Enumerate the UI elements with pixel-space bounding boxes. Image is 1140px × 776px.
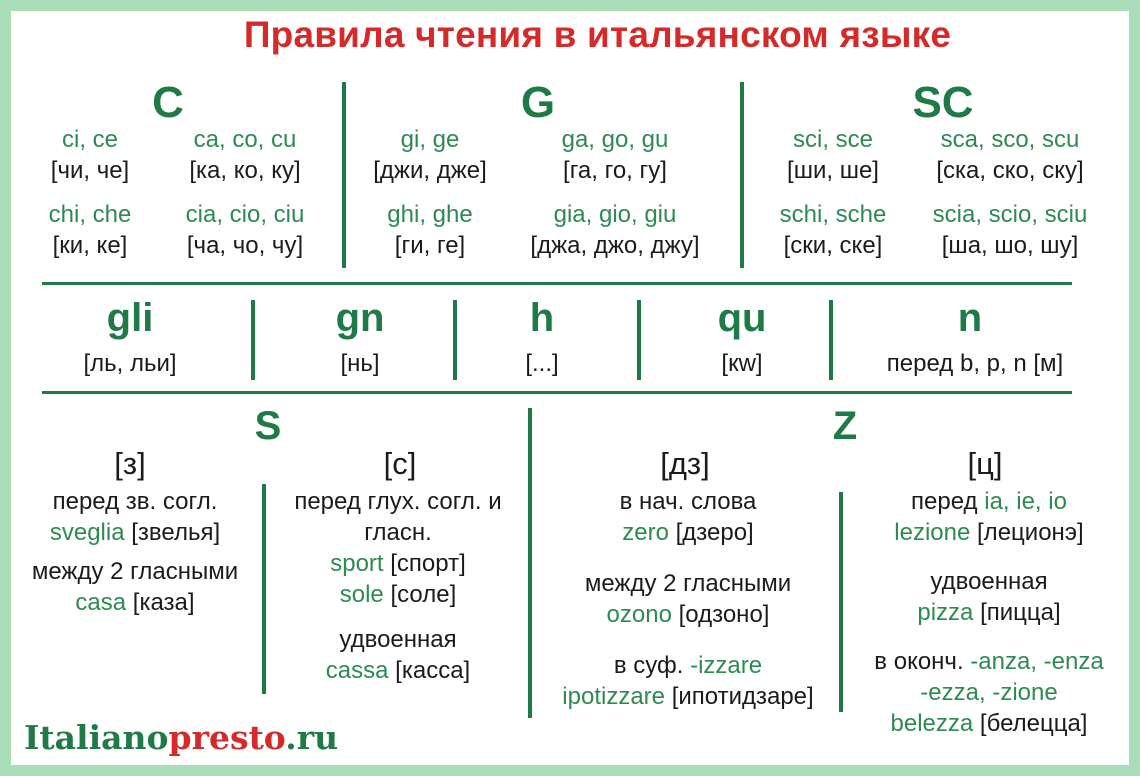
rule-bottom [42, 391, 1072, 394]
example-it: lezione [894, 519, 971, 546]
example-it: ipotizzare [562, 683, 666, 710]
sc-pair2-ru: [ска, ско, ску] [936, 157, 1084, 184]
divider-s-z [528, 408, 532, 718]
h-sound: [...] [525, 350, 559, 377]
example-it: sole [339, 581, 384, 608]
logo-part2: presto [168, 718, 286, 757]
divider-z-cols [839, 492, 843, 712]
s-voiceless-sound: [с] [383, 446, 417, 481]
sc-pair4-ru: [ша, шо, шу] [941, 232, 1079, 259]
rule-text: между 2 гласными [31, 558, 239, 585]
gn-sound: [нь] [340, 350, 380, 377]
z-header: Z [832, 404, 858, 448]
c-pair1-ru: [чи, че] [50, 157, 130, 184]
letters: ia, ie, io [984, 488, 1067, 515]
example-ru: [касса] [395, 657, 471, 684]
rule-example [850, 517, 1128, 548]
example-ru: [ипотидзаре] [671, 683, 814, 710]
c-pair1-it: ci, ce [61, 126, 118, 153]
rule-text: перед зв. согл. [52, 488, 218, 515]
example-ru: [дзеро] [675, 519, 754, 546]
s-voiceless-rules [272, 486, 524, 686]
g-pair3-it: ghi, ghe [387, 201, 473, 228]
suffix: -izzare [690, 652, 763, 679]
gli-header: gli [106, 296, 154, 340]
suffix-cont: -ezza, -zione [920, 679, 1058, 706]
divider-gn-h [453, 300, 457, 380]
g-pair3-ru: [ги, ге] [394, 232, 466, 259]
g-pair1-it: gi, ge [400, 126, 460, 153]
example-ru: [спорт] [390, 550, 466, 577]
rule-example [538, 681, 838, 712]
example-it: zero [622, 519, 669, 546]
sc-pair1-it: sci, sce [792, 126, 873, 153]
g-pair4-it: gia, gio, giu [553, 201, 677, 228]
c-pair3-ru: [ки, ке] [52, 232, 128, 259]
rule-text [850, 646, 1128, 677]
rule-text: в нач. слова [619, 488, 757, 515]
gli-sound: [ль, льи] [83, 350, 177, 377]
divider-s-cols [262, 484, 266, 694]
qu-sound: [кw] [721, 350, 763, 377]
sc-pair4-it: scia, scio, sciu [932, 201, 1088, 228]
rule-text: удвоенная [930, 568, 1048, 595]
example-ru: [каза] [132, 589, 195, 616]
n-sound: перед b, p, n [м] [886, 350, 1064, 377]
c-pair4-it: cia, cio, ciu [185, 201, 305, 228]
rule-example [850, 708, 1128, 739]
example-it: sveglia [49, 519, 125, 546]
z-voiced-rules [538, 486, 838, 712]
s-voiced-rules [10, 486, 260, 618]
example-it: pizza [917, 599, 974, 626]
example-ru: [леционэ] [977, 519, 1084, 546]
example-ru: [звелья] [131, 519, 221, 546]
n-header: n [957, 296, 983, 340]
rule-text [538, 650, 838, 681]
rule-top [42, 282, 1072, 285]
section-c-header: C [152, 78, 184, 127]
gn-header: gn [335, 296, 385, 340]
rule-text-cont: гласн. [364, 519, 432, 546]
g-pair1-ru: [джи, дже] [373, 157, 487, 184]
example-it: cassa [325, 657, 389, 684]
rule-example [538, 517, 838, 548]
sc-pair2-it: sca, sco, scu [940, 126, 1080, 153]
example-it: ozono [606, 601, 672, 628]
divider-g-sc [740, 82, 744, 268]
divider-h-qu [637, 300, 641, 380]
rule-label: перед [911, 488, 978, 515]
g-pair4-ru: [джа, джо, джу] [530, 232, 700, 259]
rule-label: в оконч. [874, 648, 964, 675]
divider-gli-gn [251, 300, 255, 380]
logo-part1: Italiano [24, 718, 169, 757]
example-it: casa [75, 589, 127, 616]
page-title: Правила чтения в итальянском языке [243, 14, 952, 55]
section-sc-header: SC [912, 78, 974, 127]
rule-example [10, 517, 260, 548]
rule-text: перед глух. согл. и [294, 488, 502, 515]
c-pair2-it: ca, co, cu [193, 126, 297, 153]
example-ru: [пицца] [980, 599, 1061, 626]
z-voiceless-rules [850, 486, 1128, 739]
section-g-header: G [520, 78, 556, 127]
h-header: h [529, 296, 555, 340]
rule-text: удвоенная [339, 626, 457, 653]
rule-text [850, 486, 1128, 517]
example-it: sport [330, 550, 384, 577]
s-header: S [254, 404, 282, 448]
rule-example [272, 548, 524, 579]
example-it: belezza [890, 710, 974, 737]
g-pair2-it: ga, go, gu [561, 126, 669, 153]
z-voiced-sound: [дз] [660, 446, 710, 481]
z-voiceless-sound: [ц] [967, 446, 1003, 481]
c-pair2-ru: [ка, ко, ку] [189, 157, 301, 184]
rule-label: в суф. [613, 652, 684, 679]
rule-example [10, 587, 260, 618]
example-ru: [одзоно] [678, 601, 770, 628]
sc-pair3-it: schi, sche [779, 201, 887, 228]
sc-pair1-ru: [ши, ше] [787, 157, 879, 184]
rule-example [272, 579, 524, 610]
divider-qu-n [829, 300, 833, 380]
rule-example [538, 599, 838, 630]
rule-example [272, 655, 524, 686]
g-pair2-ru: [га, го, гу] [563, 157, 667, 184]
s-voiced-sound: [з] [114, 446, 146, 481]
example-ru: [соле] [390, 581, 457, 608]
c-pair3-it: chi, che [48, 201, 132, 228]
example-ru: [белецца] [979, 710, 1088, 737]
rule-example [850, 597, 1128, 628]
sc-pair3-ru: [ски, ске] [783, 232, 883, 259]
suffix: -anza, -enza [970, 648, 1104, 675]
c-pair4-ru: [ча, чо, чу] [186, 232, 304, 259]
divider-c-g [342, 82, 346, 268]
qu-header: qu [717, 296, 767, 340]
rule-text: между 2 гласными [584, 570, 792, 597]
site-logo [24, 718, 338, 757]
logo-part3: .ru [285, 718, 339, 757]
